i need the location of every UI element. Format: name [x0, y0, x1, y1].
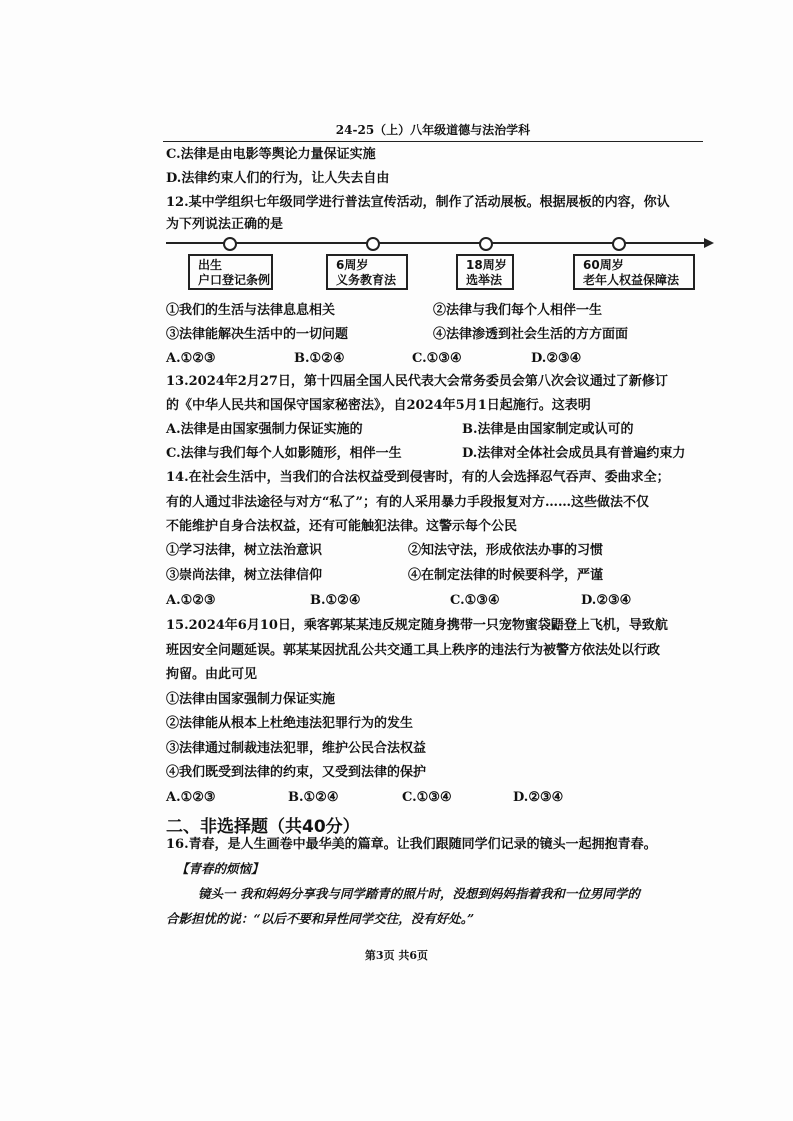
q14-statement-4: ④在制定法律的时候要科学，严谨: [408, 568, 604, 583]
q15-statement-4: ④我们既受到法律的约束，又受到法律的保护: [166, 765, 427, 780]
q15-statement-2: ②法律能从根本上杜绝违法犯罪行为的发生: [166, 716, 414, 731]
timeline-node: [612, 237, 626, 251]
q12-choice-d: D.②③④: [531, 351, 582, 366]
timeline-box-age: 18周岁: [466, 258, 507, 272]
q14-choice-b: B.①②④: [310, 593, 361, 608]
q13-option-b: B.法律是由国家制定或认可的: [462, 422, 634, 437]
timeline-box-60: [573, 254, 695, 290]
q12-statement-3: ③法律能解决生活中的一切问题: [166, 327, 349, 342]
q11-option-c: C.法律是由电影等舆论力量保证实施: [166, 147, 376, 162]
q15-stem-line3: 拘留。由此可见: [166, 667, 258, 682]
timeline-box-birth: [188, 254, 273, 290]
page-header: 24-25（上）八年级道德与法治学科: [163, 121, 703, 142]
timeline-box-law: 选举法: [466, 273, 503, 287]
timeline-box-age: 出生: [198, 258, 223, 272]
q15-statement-3: ③法律通过制裁违法犯罪，维护公民合法权益: [166, 741, 427, 756]
q15-stem-line2: 班因安全问题延误。郭某某因扰乱公共交通工具上秩序的违法行为被警方依法处以行政: [166, 643, 661, 658]
q14-stem-line2: 有的人通过非法途径与对方“私了”；有的人采用暴力手段报复对方……这些做法不仅: [166, 495, 649, 510]
q12-stem-line2: 为下列说法正确的是: [166, 217, 284, 232]
q14-stem-line1: 14.在社会生活中，当我们的合法权益受到侵害时，有的人会选择忍气吞声、委曲求全；: [166, 470, 670, 485]
q12-timeline: [166, 236, 716, 296]
q12-statement-1: ①我们的生活与法律息息相关: [166, 303, 336, 318]
q15-statement-1: ①法律由国家强制力保证实施: [166, 692, 336, 707]
timeline-arrow-icon: [704, 238, 714, 248]
q12-stem-line1: 12.某中学组织七年级同学进行普法宣传活动，制作了活动展板。根据展板的内容，你认: [166, 195, 670, 210]
q14-choice-a: A.①②③: [166, 593, 216, 608]
q13-option-d: D.法律对全体社会成员具有普遍约束力: [462, 446, 686, 461]
q12-choice-c: C.①③④: [412, 351, 462, 366]
q12-choice-b: B.①②④: [294, 351, 345, 366]
timeline-box-6: [326, 254, 408, 290]
q15-choice-c: C.①③④: [402, 790, 452, 805]
q14-choice-d: D.②③④: [581, 593, 632, 608]
q14-statement-3: ③崇尚法律，树立法律信仰: [166, 568, 323, 583]
q12-choice-a: A.①②③: [166, 351, 216, 366]
timeline-box-18: [456, 254, 514, 290]
timeline-node: [366, 237, 380, 251]
timeline-box-age: 6周岁: [336, 258, 369, 272]
q14-stem-line3: 不能维护自身合法权益，还有可能触犯法律。这警示每个公民: [166, 519, 518, 534]
timeline-box-age: 60周岁: [583, 258, 624, 272]
q16-paragraph-line2: 合影担忧的说：“以后不要和异性同学交往，没有好处。”: [166, 911, 475, 926]
q14-statement-2: ②知法守法，形成依法办事的习惯: [408, 543, 604, 558]
q11-option-d: D.法律约束人们的行为，让人失去自由: [166, 171, 390, 186]
q14-statement-1: ①学习法律，树立法治意识: [166, 543, 323, 558]
q14-choice-c: C.①③④: [450, 593, 500, 608]
timeline-node: [223, 237, 237, 251]
timeline-box-law: 户口登记条例: [198, 273, 271, 287]
q13-stem-line2: 的《中华人民共和国保守国家秘密法》，自2024年5月1日起施行。这表明: [166, 398, 591, 413]
q13-stem-line1: 13.2024年2月27日，第十四届全国人民代表大会常务委员会第八次会议通过了新修订: [166, 374, 668, 389]
q12-statement-2: ②法律与我们每个人相伴一生: [433, 303, 603, 318]
q16-subtitle: 【青春的烦恼】: [176, 861, 264, 876]
timeline-node: [479, 237, 493, 251]
q16-paragraph-line1: 镜头一 我和妈妈分享我与同学踏青的照片时，没想到妈妈指着我和一位男同学的: [198, 886, 640, 901]
page-footer: 第3页 共6页: [364, 949, 429, 962]
section-title: 二、非选择题（共40分）: [166, 817, 360, 837]
q15-choice-b: B.①②④: [288, 790, 339, 805]
q13-option-a: A.法律是由国家强制力保证实施的: [166, 422, 363, 437]
q16-stem: 16.青春，是人生画卷中最华美的篇章。让我们跟随同学们记录的镜头一起拥抱青春。: [166, 837, 657, 852]
timeline-box-law: 老年人权益保障法: [583, 273, 680, 287]
q15-choice-d: D.②③④: [513, 790, 564, 805]
q13-option-c: C.法律与我们每个人如影随形，相伴一生: [166, 446, 402, 461]
q15-stem-line1: 15.2024年6月10日，乘客郭某某违反规定随身携带一只宠物蜜袋鼯登上飞机，导致航: [166, 618, 668, 633]
q12-statement-4: ④法律渗透到社会生活的方方面面: [433, 327, 629, 342]
q15-choice-a: A.①②③: [166, 790, 216, 805]
timeline-box-law: 义务教育法: [336, 273, 397, 287]
